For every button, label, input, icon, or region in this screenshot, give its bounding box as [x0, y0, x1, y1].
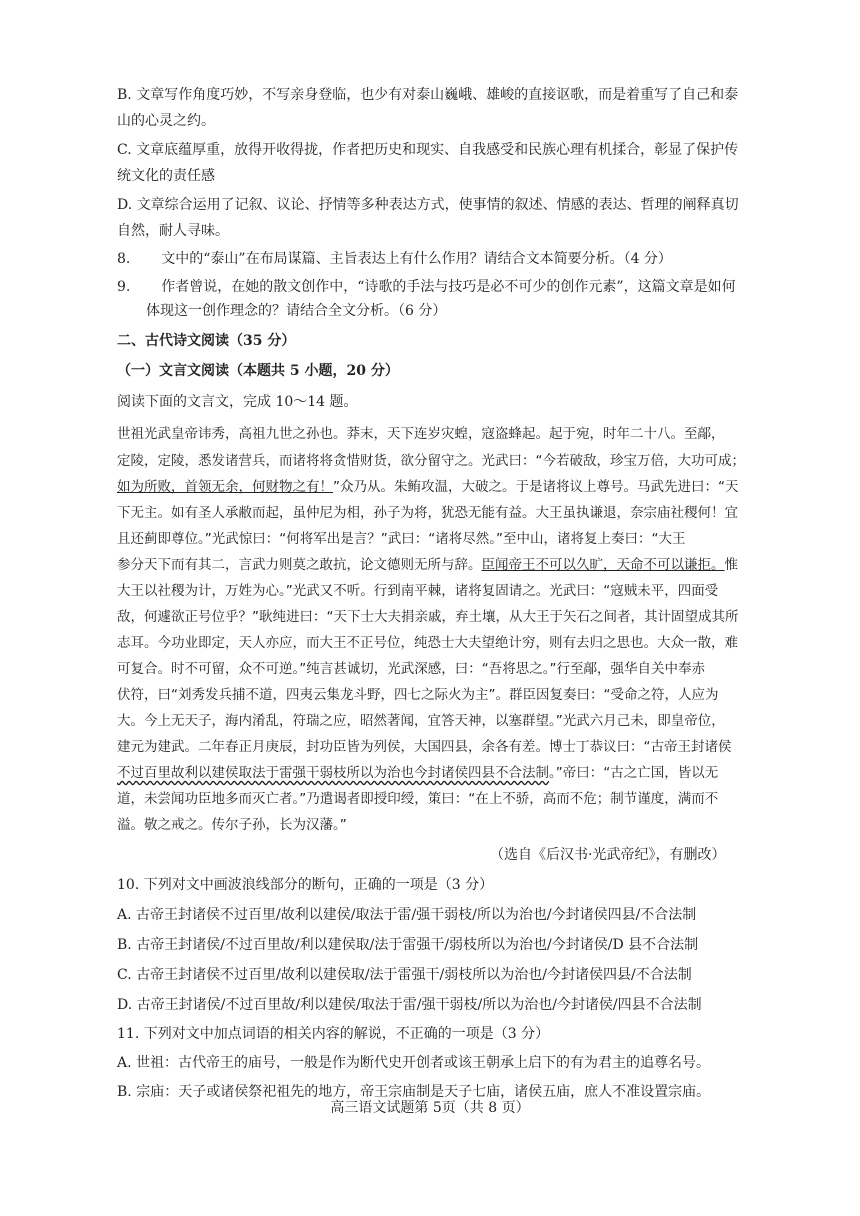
option-d-line2: 自然，耐人寻味。	[117, 223, 229, 239]
passage-line: 世祖光武皇帝讳秀，高祖九世之孙也。莽末，天下连岁灾蝗，寇盗蜂起。起于宛，时年二十八。至鄗，	[117, 426, 725, 442]
passage-line: 建元为建武。二年春正月庚辰，封功臣皆为列侯，大国四县，余各有差。博士丁恭议曰：“古帝王封诸侯	[117, 739, 732, 755]
passage-line: 大。今上无天子，海内淆乱，符瑞之应，昭然著闻，宜答天神，以塞群望。”光武六月己未，即皇帝位，	[117, 713, 725, 729]
option-c-line1: C. 文章底蕴厚重，放得开收得拢，作者把历史和现实、自我感受和民族心理有机揉合，彰显了保护传	[117, 142, 739, 158]
source-citation: （选自《后汉书·光武帝纪》，有删改）	[490, 847, 726, 863]
passage-line: 且还蓟即尊位。”光武惊曰：“何将军出是言？”武曰：“诸将尽然。”至中山，诸将复上奏曰：“大王	[117, 531, 686, 547]
question-number: 8.	[117, 251, 131, 267]
question-10-option-d: D. 古帝王封诸侯/不过百里故/利以建侯/取法于雷/强干弱枝/所以为治也/今封诸侯/四县不合法制	[117, 997, 702, 1013]
question-10-option-c: C. 古帝王封诸侯不过百里/故利以建侯取/法于雷强干/弱枝所以为治也/今封诸侯四县/不合法制	[117, 967, 692, 983]
question-11-option-a: A. 世祖：古代帝王的庙号，一般是作为断代史开创者或该王朝承上启下的有为君主的追尊名号。	[117, 1055, 711, 1071]
passage-line: 如为所败，首领无余，何财物之有！”众乃从。朱鲔攻温，大破之。于是诸将议上尊号。马武先进曰：“天	[117, 479, 739, 495]
underlined-sentence: 臣闻帝王不可以久旷，天命不可以谦拒。	[481, 557, 725, 573]
passage-line: 大王以社稷为计，万姓为心。”光武又不听。行到南平棘，诸将复固请之。光武曰：“寇贼未平，四面受	[117, 583, 719, 599]
option-d-line1: D. 文章综合运用了记叙、议论、抒情等多种表达方式，使事情的叙述、情感的表达、哲理的阐释真切	[117, 197, 739, 213]
option-b-line2: 山的心灵之约。	[117, 113, 215, 129]
passage-line: 志耳。今功业即定，天人亦应，而大王不正号位，纯恐士大夫望绝计穷，则有去归之思也。大众一散，难	[117, 635, 738, 651]
wavy-underlined-sentence: 不过百里故利以建侯取法于雷强干弱枝所以为治也今封诸侯四县不合法制	[117, 765, 549, 781]
passage-line: 溢。敬之戒之。传尔子孙，长为汉藩。”	[117, 817, 347, 833]
passage-line: 可复合。时不可留，众不可逆。”纯言甚诚切，光武深感，曰：“吾将思之。”行至鄗，强华自关中奉赤	[117, 661, 705, 677]
question-11-option-b: B. 宗庙：天子或诸侯祭祀祖先的地方，帝王宗庙制是天子七庙，诸侯五庙，庶人不准设置宗庙。	[117, 1084, 711, 1100]
question-10-stem: 10. 下列对文中画波浪线部分的断句，正确的一项是（3 分）	[117, 877, 494, 893]
passage-line: 伏符，曰“刘秀发兵捕不道，四夷云集龙斗野，四七之际火为主”。群臣因复奏曰：“受命之符，人应为	[117, 687, 719, 703]
passage-line: 定陵，定陵，悉发诸营兵，而诸将将贪惜财货，欲分留守之。光武曰：“今若破敌，珍宝万倍，大功可成；	[117, 453, 745, 469]
question-text: 文中的“泰山”在布局谋篇、主旨表达上有什么作用？请结合文本简要分析。（4 分）	[161, 251, 672, 267]
question-8	[117, 246, 672, 272]
question-9	[117, 274, 736, 300]
question-11-stem: 11. 下列对文中加点词语的相关内容的解说，不正确的一项是（3 分）	[117, 1026, 550, 1042]
passage-line: 不过百里故利以建侯取法于雷强干弱枝所以为治也今封诸侯四县不合法制。”帝曰：“古之亡国，皆以无	[117, 765, 719, 781]
passage-line: 道，未尝闻功臣地多而灭亡者。”乃遣谒者即授印绶，策曰：“在上不骄，高而不危；制节谨度，满而不	[117, 791, 719, 807]
question-10-option-a: A. 古帝王封诸侯不过百里/故利以建侯/取法于雷/强干弱枝/所以为治也/今封诸侯四县/不合法制	[117, 907, 697, 923]
instruction-text: 阅读下面的文言文，完成 10～14 题。	[117, 394, 358, 410]
passage-line: 下无主。如有圣人承敝而起，虽仲尼为相，孙子为将，犹恐无能有益。大王虽执谦退，奈宗庙社稷何！宜	[117, 505, 738, 521]
question-number: 9.	[117, 279, 131, 295]
passage-line: 参分天下而有其二，言武力则莫之敢抗，论文德则无所与辞。臣闻帝王不可以久旷，天命不可以谦拒。惟	[117, 557, 738, 573]
question-10-option-b: B. 古帝王封诸侯/不过百里故/利以建侯取/法于雷强干/弱枝所以为治也/今封诸侯/D 县不合法制	[117, 937, 699, 953]
option-b-line1: B. 文章写作角度巧妙，不写亲身登临，也少有对泰山巍峨、雄峻的直接讴歌，而是着重写了自己和泰	[117, 87, 739, 103]
question-text: 作者曾说，在她的散文创作中，“诗歌的手法与技巧是必不可少的创作元素”，这篇文章是如何	[161, 279, 736, 295]
question-9-line2: 体现这一创作理念的？请结合全文分析。（6 分）	[146, 303, 447, 319]
passage-line: 敌，何遽欲正号位乎？”耿纯进曰：“天下士大夫捐亲戚，弃土壤，从大王于矢石之间者，其计固望成其所	[117, 609, 739, 625]
page-footer: 高三语文试题第 5页（共 8 页）	[330, 1100, 530, 1116]
option-c-line2: 统文化的责任感	[117, 168, 215, 184]
section-heading: 二、古代诗文阅读（35 分）	[117, 333, 296, 349]
subsection-heading: （一）文言文阅读（本题共 5 小题，20 分）	[117, 363, 399, 379]
underlined-sentence: 如为所败，首领无余，何财物之有！	[117, 479, 333, 495]
